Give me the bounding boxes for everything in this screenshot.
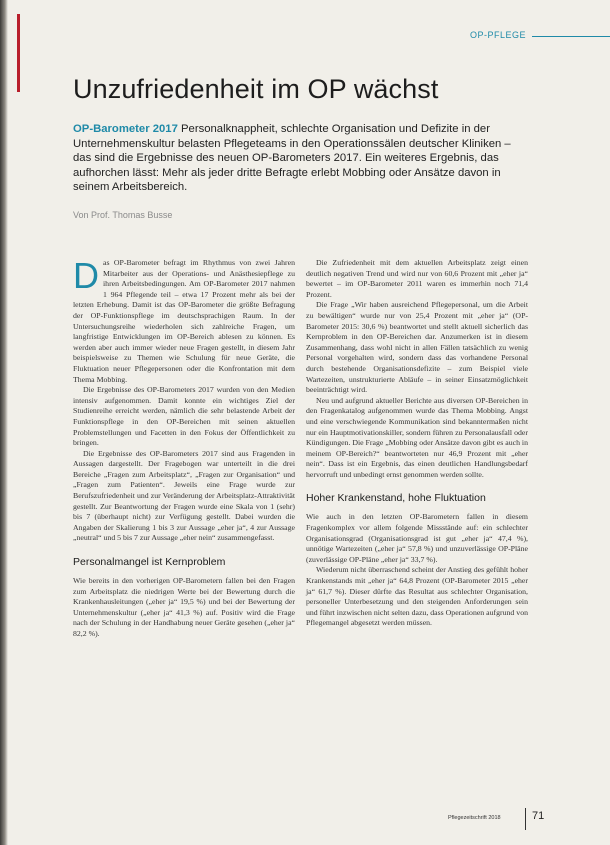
column-right (306, 258, 528, 629)
column-left (73, 255, 295, 640)
subheading-krankenstand: Hoher Krankenstand, hohe Fluktuation (306, 492, 486, 505)
paragraph: Die Zufriedenheit mit dem aktuellen Arbeitsplatz zeigt einen deutlich negativen Trend und wird nur von 60,6 Prozent mit „eher ja“ bewertet – im OP-Barometer 2011 waren es immerhin noch 71,4 Prozent. (306, 258, 528, 299)
article-lead (73, 122, 513, 195)
footer-journal: Pflegezeitschrift 2018 (448, 815, 501, 821)
paragraph: Wie bereits in den vorherigen OP-Barometern fallen bei den Fragen zum Arbeitsplatz die niedrigen Werte bei der Bewertung durch die Krankenhausleitungen („eher ja“ 19,5 %) und bei der Bewertung der Unternehmenskultur („eher ja“ 41,3 %) auf. Positiv wird die Frage nach der Schulung in der Handhabung neuer Geräte gesehen („eher ja“ 82,2 %). (73, 576, 295, 638)
section-tag: OP-PFLEGE (470, 30, 527, 40)
lead-text: Personalknappheit, schlechte Organisation und Defizite in der Unternehmenskultur belasten Pflegeteams in den Operationssälen deutscher Kliniken – das sind die Ergebnisse des neuen OP-Barometers 2017. Ein weiteres Ergebnis, das aufhorchen lässt: Mehr als jeder dritte Befragte erlebt Mobbing oder Ansätze davon in seinem Arbeitsbereich. (73, 123, 511, 194)
author-byline: Von Prof. Thomas Busse (73, 210, 173, 220)
subheading-personalmangel: Personalmangel ist Kernproblem (73, 556, 226, 569)
paragraph: Wie auch in den letzten OP-Barometern fallen in diesem Fragenkomplex vor allem folgende Missstände auf: ein schlechter Organisationsgrad (Organisationsgrad ist gut „eher ja“ 47,4 %), unnötige Wartezeiten („eher ja“ 57,8 %) und unzuverlässige OP-Pläne (zuverlässige OP-Pläne „eher ja“ 33,7 %). (306, 512, 528, 564)
binding-red-mark (17, 14, 20, 92)
page-gutter-shadow (0, 0, 8, 845)
article-title: Unzufriedenheit im OP wächst (73, 74, 439, 104)
drop-cap: D (73, 255, 99, 296)
paragraph: Wiederum nicht überraschend scheint der Anstieg des gefühlt hoher Krankenstands mit „eher ja“ 64,8 Prozent (OP-Barometer 2015 „eher ja“ 61,7 %). Dieser dürfte das Resultat aus schlechter Organisation, personeller Unterbesetzung und den steigenden Anforderungen sein und führt inzwischen nicht selten dazu, dass Operationen aufgrund von Pflegemangel abgesetzt werden müssen. (306, 565, 528, 628)
paragraph: Neu und aufgrund aktueller Berichte aus diversen OP-Bereichen in den Fragenkatalog aufgenommen wurde das Thema Mobbing. Angst und eine verschwiegende Kommunikation sind bekanntermaßen nicht nur ein Hauptmotivationskiller, sondern führen zu Personalausfall oder Kündigungen. Die Frage „Mobbing oder Ansätze davon gibt es auch in meinem OP-Bereich?“ beantworteten nur 46,9 Prozent mit „eher nein“. Dass ist ein Ergebnis, das einen deutlichen Handlungsbedarf hervorruft und unbedingt ernst genommen werden sollte. (306, 395, 528, 479)
page-number: 71 (532, 810, 545, 822)
paragraph-text: as OP-Barometer befragt im Rhythmus von zwei Jahren Mitarbeiter aus der Operations- und Anästhesiepflege zu ihren Arbeitsbedingungen. Am OP-Barometer 2017 nahmen 1 964 Pflegende teil – etwa 17 Prozent mehr als bei der letzten Erhebung. Damit ist das OP-Barometer die größte Befragung der OP-Funktionspflege im deutschsprachigen Raum. In der Untersuchungsreihe wiederholen sich zahlreiche Fragen, um langfristige Entwicklungen im OP-Bereich ablesen zu können. Es werden aber auch immer wieder neue Fragen gestellt, in diesem Jahr beispielsweise zu Themen wie Schulung für neue Geräte, die Fluktuation neuer Pflegepersonen oder die Konfrontation mit dem Thema Mobbing. (73, 258, 295, 384)
paragraph: Die Ergebnisse des OP-Barometers 2017 sind aus Fragenden in Aussagen dargestellt. Der Fragebogen war unterteilt in die drei Bereiche „Fragen zum Arbeitsplatz“, „Fragen zur Organisation“ und „Fragen zum Patienten“. Jeweils eine Frage wurde zur Berufszufriedenheit und zur Veränderung der Arbeitsplatz-Attraktivität gestellt. Zur Beantwortung der Fragen wurde eine Skala von 1 (sehr) bis 7 (überhaupt nicht) zur Verfügung gestellt. Dabei wurden die Angaben der Skalierung 1 bis 3 zur Aussage „eher ja“, 4 zur Aussage „neutral“ und 5 bis 7 zur Aussage „eher nein“ zusammengefasst. (73, 448, 295, 543)
lead-accent: OP-Barometer 2017 (73, 123, 178, 135)
paragraph: Die Frage „Wir haben ausreichend Pflegepersonal, um die Arbeit zu bewältigen“ wurde nur von 25,4 Prozent mit „eher ja“ (OP-Barometer 2015: 30,6 %) beantwortet und stellt aktuell sicherlich das Kernproblem in den OP-Bereichen dar. Anzumerken ist in diesem Zusammenhang, dass wohl nicht in allen Fällen tatsächlich zu wenig Personal vorgehalten wird, sondern dass das vorhandene Personal durch bestehende Organisationsdefizite – zum Beispiel viele Wartezeiten, unstrukturierte Abläufe – in seiner Einsatzmöglichkeit beeinträchtigt wird. (306, 300, 528, 395)
footer-divider (525, 808, 526, 830)
paragraph (73, 255, 295, 385)
paragraph: Die Ergebnisse des OP-Barometers 2017 wurden von den Medien intensiv aufgenommen. Damit konnte ein wichtiges Ziel der Studienreihe erreicht werden, nämlich die sehr belastende Arbeit der Funktionspflege in den OP-Bereichen mit seinen aktuellen Problemstellungen und Facetten in den Fokus der Öffentlichkeit zu bringen. (73, 385, 295, 448)
section-tag-rule (532, 36, 610, 37)
